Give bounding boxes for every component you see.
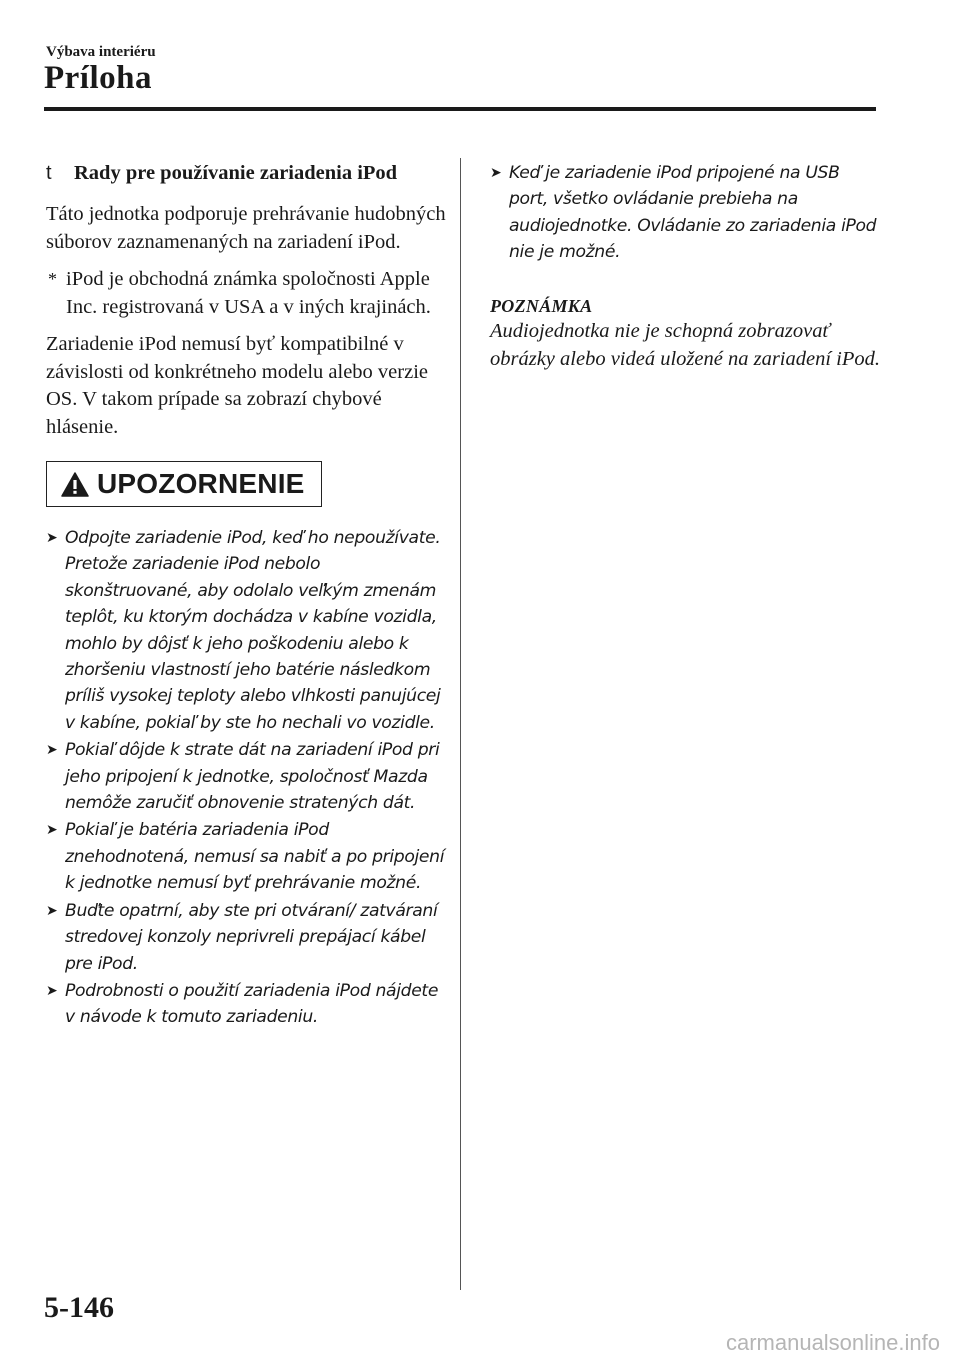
compatibility-paragraph: Zariadenie iPod nemusí byť kompatibilné v závislosti od konkrétneho modelu alebo verzie OS. V takom prípade sa zobrazí chybové hlásenie. [46, 333, 428, 438]
breadcrumb: Výbava interiéru [46, 44, 156, 60]
warning-list [46, 525, 446, 1031]
list-item [46, 817, 446, 896]
bullet-arrow-icon: ➤ [46, 822, 58, 839]
list-item-text: Buďte opatrní, aby ste pri otváraní/ zatváraní stredovej konzoly neprivreli prepájací kábel pre iPod. [65, 900, 438, 974]
left-column [46, 160, 446, 1032]
list-item-text: Pokiaľ je batéria zariadenia iPod znehodnotená, nemusí sa nabiť a po pripojení k jednotke nemusí byť prehrávanie možné. [65, 820, 445, 894]
list-item-text: Pokiaľ dôjde k strate dát na zariadení iPod pri jeho pripojení k jednotke, spoločnosť Mazda nemôže zaručiť obnovenie stratených dát. [65, 740, 440, 814]
list-item-text: Odpojte zariadenie iPod, keď ho nepoužívate. Pretože zariadenie iPod nebolo skonštruované, aby odolalo veľkým zmenám teplôt, ku ktorým dochádza v kabíne vozidla, mohlo by dôjsť k jeho poškodeniu alebo k zhoršeniu vlastností jeho batérie následkom príliš vysokej teploty alebo vlhkosti panujúcej v kabíne, pokiaľ by ste ho nechali vo vozidle. [65, 528, 441, 733]
right-column [490, 160, 880, 373]
note-text: Audiojednotka nie je schopná zobrazovať obrázky alebo videá uložené na zariadení iPod. [490, 319, 881, 370]
bullet-arrow-icon: ➤ [46, 982, 58, 999]
page-number: 5-146 [44, 1291, 114, 1324]
list-item-text: Podrobnosti o použití zariadenia iPod nájdete v návode k tomuto zariadeniu. [65, 980, 439, 1028]
bullet-arrow-icon: ➤ [46, 742, 58, 759]
bullet-arrow-icon: ➤ [490, 165, 502, 181]
bullet-arrow-icon: ➤ [46, 530, 58, 546]
page-title: Príloha [44, 60, 152, 96]
section-heading [46, 160, 446, 187]
watermark: carmanualsonline.info [725, 1330, 940, 1355]
note-heading: POZNÁMKA [490, 295, 593, 316]
list-item [490, 160, 880, 266]
header-rule [44, 107, 876, 111]
list-item [46, 525, 446, 736]
list-item [46, 978, 446, 1031]
footnote-mark: * [48, 269, 57, 289]
list-item-text: Keď je zariadenie iPod pripojené na USB port, všetko ovládanie prebieha na audiojednotke. Ovládanie zo zariadenia iPod nie je možné. [509, 163, 877, 263]
warning-title: UPOZORNENIE [97, 468, 305, 499]
intro-paragraph: Táto jednotka podporuje prehrávanie hudobných súborov zaznamenaných na zariadení iPod. [46, 203, 446, 253]
section-marker: t [46, 162, 52, 184]
warning-triangle-icon [61, 472, 89, 497]
bullet-arrow-icon: ➤ [46, 902, 58, 919]
footnote [46, 266, 446, 321]
list-item [46, 898, 446, 977]
list-item [46, 737, 446, 816]
column-divider [460, 158, 461, 1290]
section-title: Rady pre používanie zariadenia iPod [74, 162, 398, 184]
footnote-text: iPod je obchodná známka spoločnosti Apple Inc. registrovaná v USA a v iných krajinách. [66, 268, 431, 318]
warning-box [46, 461, 322, 507]
